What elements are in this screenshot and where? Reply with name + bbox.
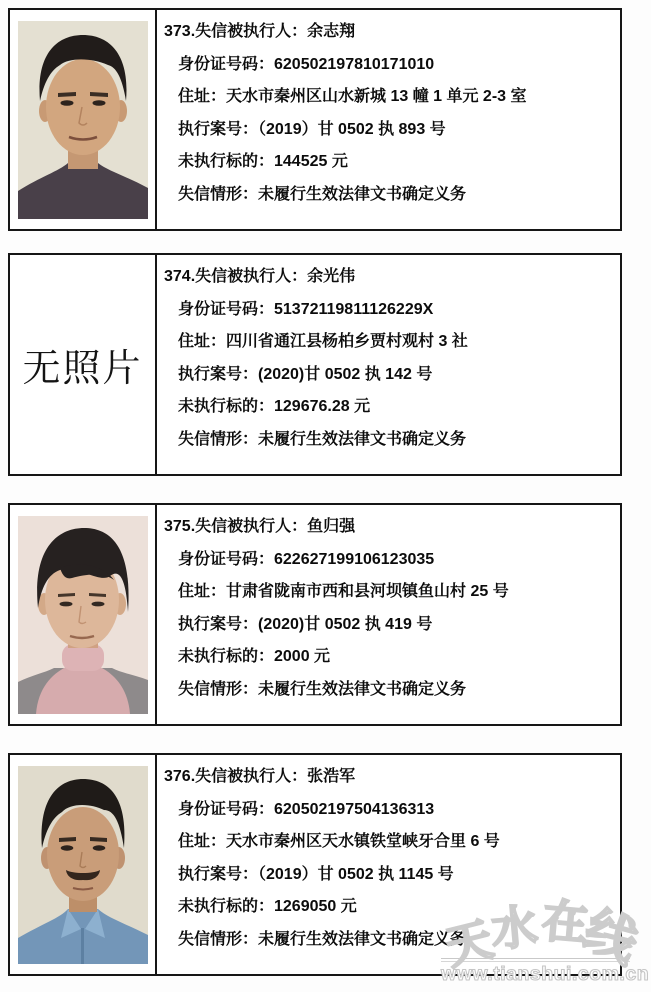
portrait-photo bbox=[18, 766, 148, 964]
record-id-number: 身份证号码：51372119811126229X bbox=[178, 300, 434, 318]
photo-cell bbox=[10, 505, 157, 724]
record-case-number: 执行案号：(2020)甘 0502 执 419 号 bbox=[178, 615, 433, 633]
record-info bbox=[157, 755, 620, 974]
record-breach: 失信情形：未履行生效法律文书确定义务 bbox=[178, 430, 467, 448]
record-title: 373.失信被执行人：余志翔 bbox=[164, 23, 356, 40]
record-id-number: 身份证号码：620502197810171010 bbox=[178, 55, 435, 73]
record-title: 376.失信被执行人：张浩军 bbox=[164, 768, 356, 785]
record-breach: 失信情形：未履行生效法律文书确定义务 bbox=[178, 680, 467, 698]
record-info bbox=[157, 10, 620, 229]
photo-cell bbox=[10, 755, 157, 974]
photo-cell bbox=[10, 10, 157, 229]
record-amount: 未执行标的：129676.28 元 bbox=[178, 398, 371, 415]
record-case-number: 执行案号：（2019）甘 0502 执 1145 号 bbox=[178, 865, 454, 883]
portrait-photo bbox=[18, 21, 148, 219]
record-title: 374.失信被执行人：余光伟 bbox=[164, 268, 356, 285]
watermark-url: www.tianshui.com.cn bbox=[441, 963, 650, 985]
record-amount: 未执行标的：144525 元 bbox=[178, 153, 348, 170]
record-id-number: 身份证号码：620502197504136313 bbox=[178, 800, 435, 818]
no-photo-placeholder: 无照片 bbox=[22, 348, 143, 390]
record-case-number: 执行案号：（2019）甘 0502 执 893 号 bbox=[178, 120, 446, 138]
record-case-number: 执行案号：(2020)甘 0502 执 142 号 bbox=[178, 365, 433, 383]
record-card bbox=[8, 253, 622, 476]
record-info bbox=[157, 505, 620, 724]
record-amount: 未执行标的：2000 元 bbox=[178, 648, 331, 665]
record-address: 住址：甘肃省陇南市西和县河坝镇鱼山村 25 号 bbox=[178, 583, 509, 600]
record-card bbox=[8, 503, 622, 726]
record-card bbox=[8, 753, 622, 976]
photo-cell bbox=[10, 255, 157, 474]
watermark-char: 线 bbox=[576, 900, 647, 975]
record-info bbox=[157, 255, 620, 474]
record-card bbox=[8, 8, 622, 231]
portrait-photo bbox=[18, 516, 148, 714]
record-breach: 失信情形：未履行生效法律文书确定义务 bbox=[178, 185, 467, 203]
watermark-char: 水 bbox=[489, 900, 541, 956]
record-id-number: 身份证号码：622627199106123035 bbox=[178, 550, 435, 568]
record-address: 住址：四川省通江县杨柏乡贾村观村 3 社 bbox=[178, 333, 468, 350]
record-address: 住址：天水市秦州区天水镇铁堂峡牙合里 6 号 bbox=[178, 833, 500, 850]
watermark-char: 天 bbox=[440, 912, 498, 975]
record-title: 375.失信被执行人：鱼归强 bbox=[164, 518, 356, 535]
record-amount: 未执行标的：1269050 元 bbox=[178, 898, 357, 915]
record-address: 住址：天水市秦州区山水新城 13 幢 1 单元 2-3 室 bbox=[178, 88, 527, 105]
record-breach: 失信情形：未履行生效法律文书确定义务 bbox=[178, 930, 467, 948]
watermark-char: 在 bbox=[539, 894, 591, 950]
